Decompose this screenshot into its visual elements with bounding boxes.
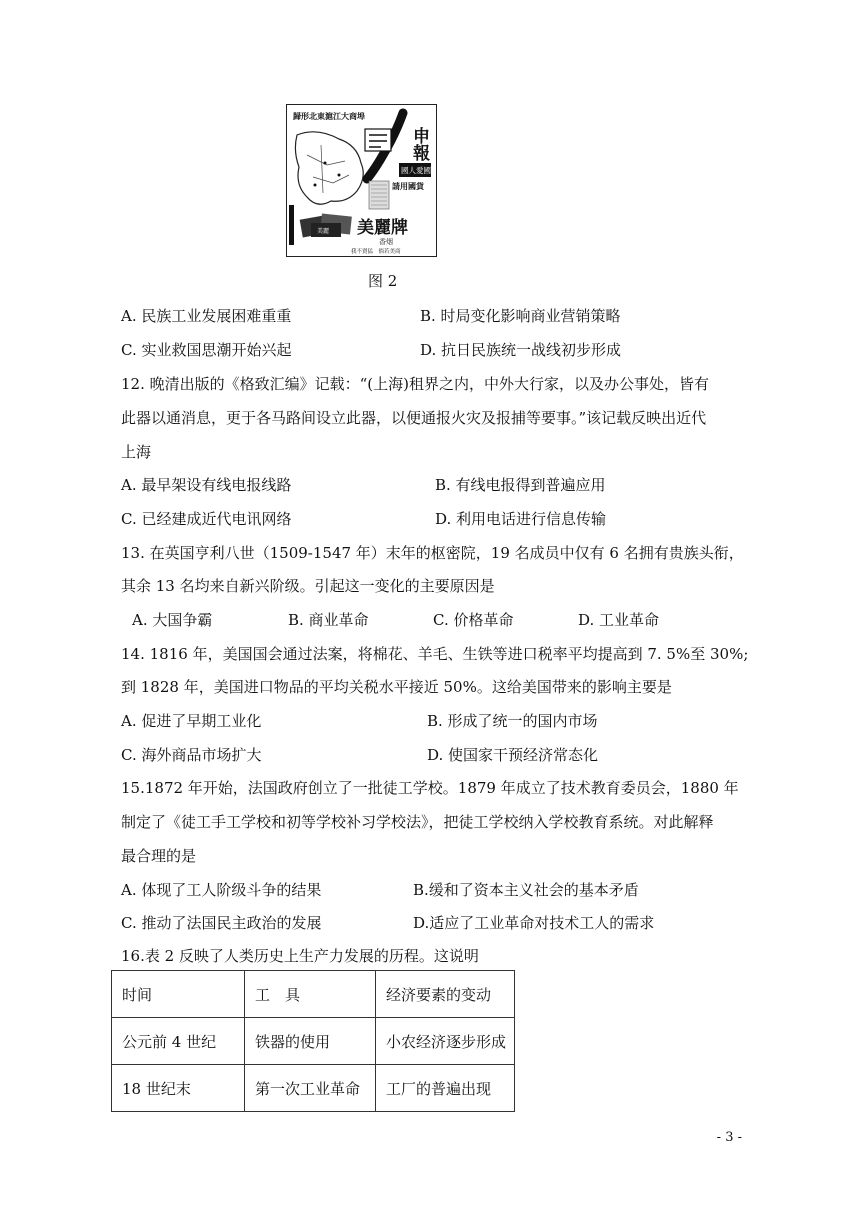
cigarette-packs-icon bbox=[300, 213, 352, 237]
q15-option-c: C. 推动了法国民主政治的发展 bbox=[121, 914, 322, 932]
q12-option-d: D. 利用电话进行信息传输 bbox=[435, 510, 607, 528]
q12-stem-line-2: 此器以通消息，更于各马路间设立此器，以便通报火灾及报捕等要事。”该记载反映出近代 bbox=[121, 409, 707, 427]
table-cell: 小农经济逐步形成 bbox=[376, 1018, 515, 1065]
q15-option-d: D.适应了工业革命对技术工人的需求 bbox=[413, 914, 655, 932]
table-cell: 工厂的普遍出现 bbox=[376, 1065, 515, 1112]
ad-banner-text: 歸形北東滬江大商埠 bbox=[293, 112, 365, 121]
q16-table bbox=[111, 970, 515, 1112]
ad-product: 香烟 bbox=[379, 238, 393, 246]
map-outline bbox=[295, 132, 363, 204]
q14-stem-line-1: 14. 1816 年，美国国会通过法案，将棉花、羊毛、生铁等进口税率平均提高到 7. 5%至 30%; bbox=[121, 645, 749, 663]
q13-option-a: A. 大国争霸 bbox=[132, 611, 213, 629]
q11-option-a: A. 民族工业发展困难重重 bbox=[121, 307, 292, 325]
ad-footer: 我不賣猛 倘若美商 bbox=[351, 249, 401, 255]
table-cell: 铁器的使用 bbox=[245, 1018, 376, 1065]
q14-option-c: C. 海外商品市场扩大 bbox=[121, 746, 262, 764]
ad-slogan-1: 國人愛國 bbox=[401, 166, 431, 175]
q16-stem: 16.表 2 反映了人类历史上生产力发展的历程。这说明 bbox=[121, 947, 479, 965]
table-header-row bbox=[112, 971, 515, 1018]
table-cell: 第一次工业革命 bbox=[245, 1065, 376, 1112]
q15-option-b: B.缓和了资本主义社会的基本矛盾 bbox=[413, 881, 639, 899]
ad-newspaper-title: 申報 bbox=[409, 127, 429, 161]
q15-stem-line-3: 最合理的是 bbox=[121, 847, 197, 865]
table-header-cell: 时间 bbox=[112, 971, 245, 1018]
q11-option-c: C. 实业救国思潮开始兴起 bbox=[121, 341, 292, 359]
q11-option-b: B. 时局变化影响商业营销策略 bbox=[420, 307, 621, 325]
svg-text:美麗: 美麗 bbox=[317, 228, 330, 235]
q14-option-a: A. 促进了早期工业化 bbox=[121, 712, 262, 730]
table-header-cell: 经济要素的变动 bbox=[376, 971, 515, 1018]
q13-stem-line-2: 其余 13 名均来自新兴阶级。引起这一变化的主要原因是 bbox=[121, 577, 495, 595]
page-number: - 3 - bbox=[716, 1130, 742, 1145]
q13-stem-line-1: 13. 在英国亨利八世（1509-1547 年）末年的枢密院，19 名成员中仅有 6 名拥有贵族头衔， bbox=[121, 544, 744, 562]
table-cell: 公元前 4 世纪 bbox=[112, 1018, 245, 1065]
table-header-cell: 工 具 bbox=[245, 971, 376, 1018]
table-cell: 18 世纪末 bbox=[112, 1065, 245, 1112]
ad-slogan-2: 請用國貨 bbox=[392, 182, 424, 191]
q15-stem-line-1: 15.1872 年开始，法国政府创立了一批徒工学校。1879 年成立了技术教育委员会，1880 年 bbox=[121, 779, 739, 797]
q14-option-b: B. 形成了统一的国内市场 bbox=[427, 712, 598, 730]
table-row bbox=[112, 1018, 515, 1065]
q12-option-a: A. 最早架设有线电报线路 bbox=[121, 476, 292, 494]
figure-caption: 图 2 bbox=[368, 272, 398, 290]
q13-option-c: C. 价格革命 bbox=[433, 611, 514, 629]
advertisement-figure bbox=[286, 104, 437, 257]
q15-option-a: A. 体现了工人阶级斗争的结果 bbox=[121, 881, 322, 899]
q12-option-c: C. 已经建成近代电讯网络 bbox=[121, 510, 292, 528]
ad-brand: 美麗牌 bbox=[357, 218, 408, 238]
q13-option-d: D. 工业革命 bbox=[578, 611, 660, 629]
q13-option-b: B. 商业革命 bbox=[288, 611, 369, 629]
advertisement-illustration bbox=[287, 105, 436, 256]
q14-stem-line-2: 到 1828 年，美国进口物品的平均关税水平接近 50%。这给美国带来的影响主要是 bbox=[121, 678, 672, 696]
q14-option-d: D. 使国家干预经济常态化 bbox=[427, 746, 599, 764]
q12-option-b: B. 有线电报得到普遍应用 bbox=[435, 476, 606, 494]
q11-option-d: D. 抗日民族统一战线初步形成 bbox=[420, 341, 622, 359]
q15-stem-line-2: 制定了《徒工手工学校和初等学校补习学校法》，把徒工学校纳入学校教育系统。对此解释 bbox=[121, 813, 714, 831]
q12-stem-line-3: 上海 bbox=[121, 443, 152, 461]
table-row bbox=[112, 1065, 515, 1112]
q12-stem-line-1: 12. 晚清出版的《格致汇编》记载：“(上海)租界之内，中外大行家，以及办公事处，皆有 bbox=[121, 375, 709, 393]
